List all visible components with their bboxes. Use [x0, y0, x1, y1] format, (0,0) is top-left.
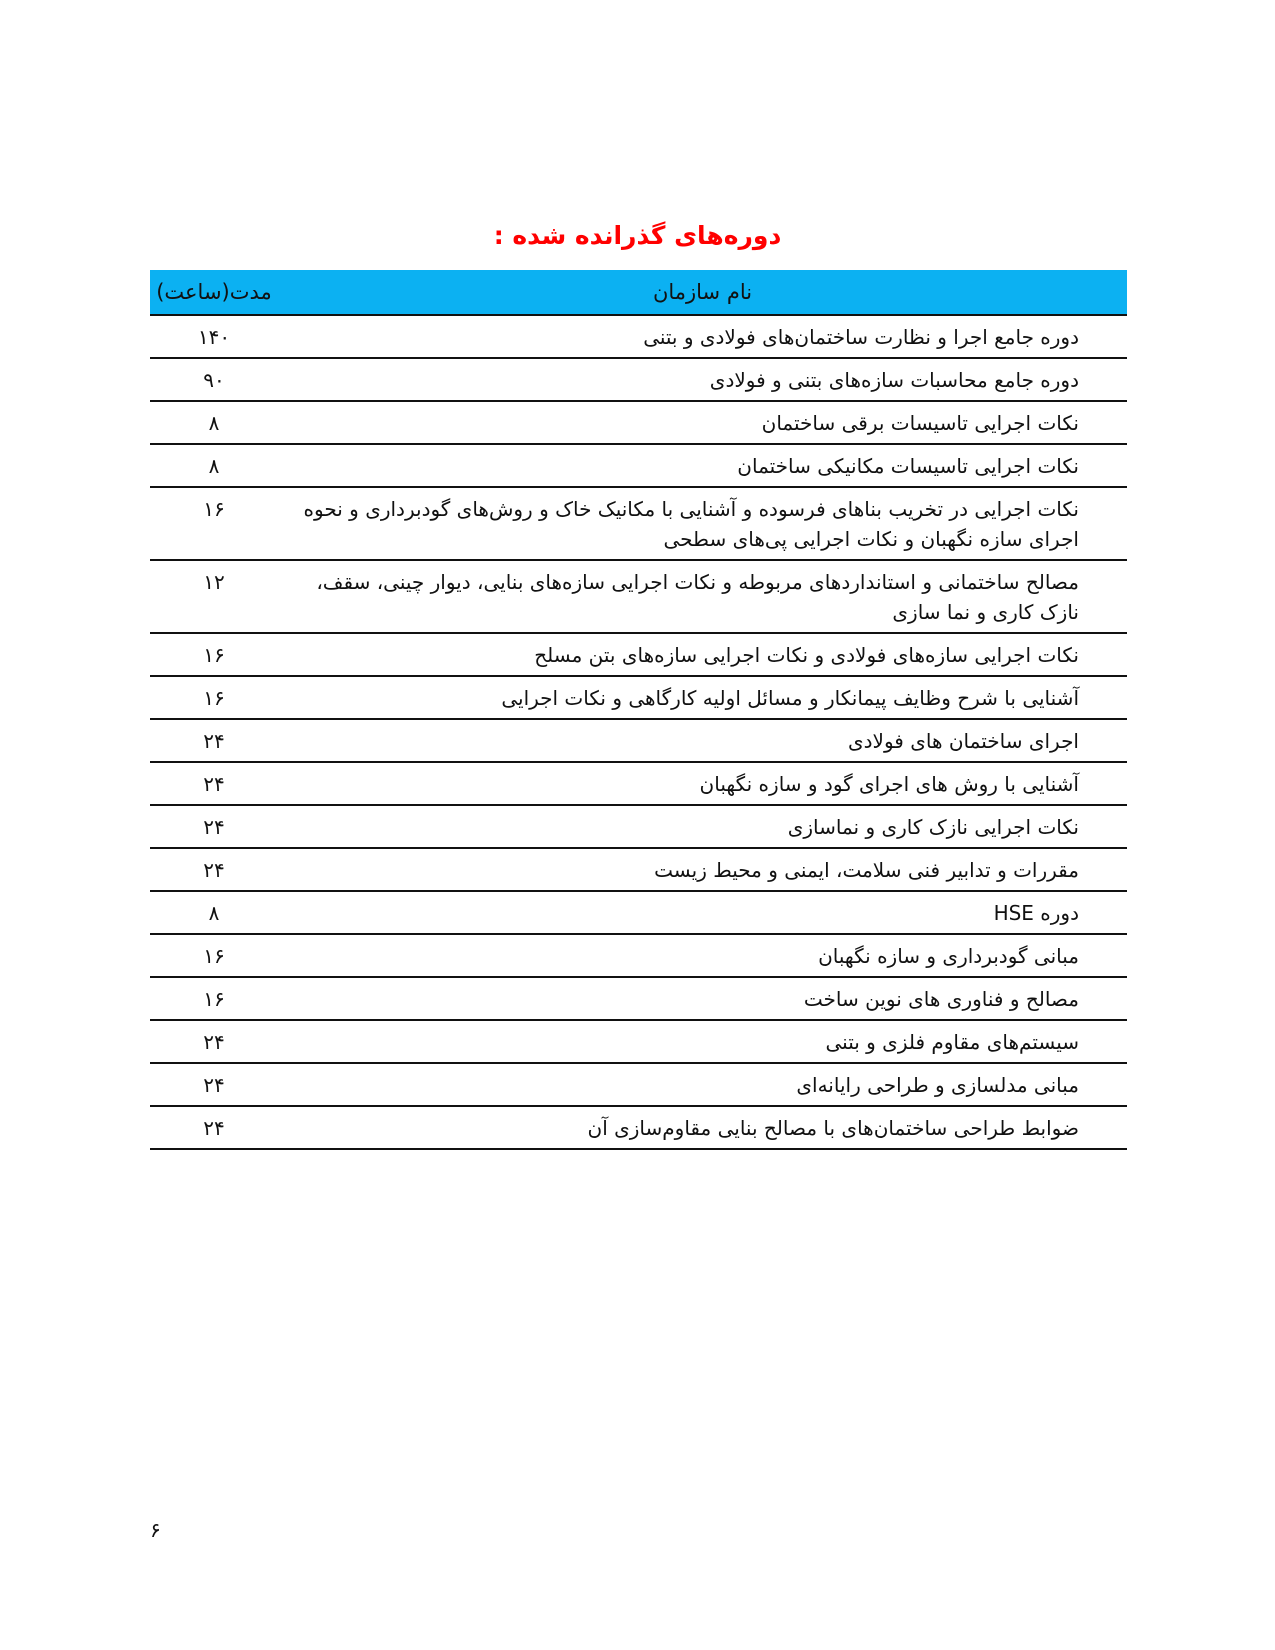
course-hours: ۲۴ [150, 1063, 278, 1106]
table-row [150, 676, 1127, 719]
table-row [150, 358, 1127, 401]
courses-table [150, 270, 1127, 1150]
course-name: نکات اجرایی در تخریب بناهای فرسوده و آشنایی با مکانیک خاک و روش‌های گودبرداری و نحوه اجرای سازه نگهبان و نکات اجرایی پی‌های سطحی [278, 487, 1127, 560]
course-name: دوره جامع محاسبات سازه‌های بتنی و فولادی [278, 358, 1127, 401]
table-row [150, 934, 1127, 977]
table-row [150, 487, 1127, 560]
course-name: اجرای ساختمان های فولادی [278, 719, 1127, 762]
course-name: نکات اجرایی تاسیسات مکانیکی ساختمان [278, 444, 1127, 487]
course-hours: ۱۶ [150, 633, 278, 676]
course-hours: ۲۴ [150, 1106, 278, 1149]
table-row [150, 719, 1127, 762]
course-name: مقررات و تدابیر فنی سلامت، ایمنی و محیط زیست [278, 848, 1127, 891]
table-row [150, 315, 1127, 358]
table-row [150, 401, 1127, 444]
course-hours: ۹۰ [150, 358, 278, 401]
course-name: نکات اجرایی سازه‌های فولادی و نکات اجرایی سازه‌های بتن مسلح [278, 633, 1127, 676]
course-hours: ۸ [150, 401, 278, 444]
course-hours: ۱۲ [150, 560, 278, 633]
column-header-name: نام سازمان [278, 270, 1127, 315]
course-hours: ۲۴ [150, 805, 278, 848]
course-name: مبانی مدلسازی و طراحی رایانه‌ای [278, 1063, 1127, 1106]
course-name: مصالح و فناوری های نوین ساخت [278, 977, 1127, 1020]
course-name: آشنایی با روش های اجرای گود و سازه نگهبان [278, 762, 1127, 805]
table-row [150, 805, 1127, 848]
course-hours: ۱۶ [150, 676, 278, 719]
course-name: نکات اجرایی نازک کاری و نماسازی [278, 805, 1127, 848]
course-hours: ۸ [150, 891, 278, 934]
course-name: ضوابط طراحی ساختمان‌های با مصالح بنایی مقاوم‌سازی آن [278, 1106, 1127, 1149]
table-row [150, 633, 1127, 676]
course-hours: ۱۴۰ [150, 315, 278, 358]
table-row [150, 444, 1127, 487]
course-hours: ۲۴ [150, 719, 278, 762]
course-name: دوره جامع اجرا و نظارت ساختمان‌های فولادی و بتنی [278, 315, 1127, 358]
page-number: ۶ [150, 1518, 161, 1542]
course-name: نکات اجرایی تاسیسات برقی ساختمان [278, 401, 1127, 444]
table-row [150, 977, 1127, 1020]
course-hours: ۱۶ [150, 487, 278, 560]
table-row [150, 762, 1127, 805]
course-name: آشنایی با شرح وظایف پیمانکار و مسائل اولیه کارگاهی و نکات اجرایی [278, 676, 1127, 719]
table-row [150, 560, 1127, 633]
course-hours: ۲۴ [150, 762, 278, 805]
course-name: دوره HSE [278, 891, 1127, 934]
course-hours: ۱۶ [150, 934, 278, 977]
course-name: سیستم‌های مقاوم فلزی و بتنی [278, 1020, 1127, 1063]
course-hours: ۸ [150, 444, 278, 487]
table-row [150, 1063, 1127, 1106]
table-row [150, 848, 1127, 891]
course-name: مبانی گودبرداری و سازه نگهبان [278, 934, 1127, 977]
table-header-row [150, 270, 1127, 315]
column-header-hours: مدت(ساعت) [150, 270, 278, 315]
table-row [150, 891, 1127, 934]
course-hours: ۲۴ [150, 1020, 278, 1063]
table-row [150, 1106, 1127, 1149]
table-row [150, 1020, 1127, 1063]
course-hours: ۱۶ [150, 977, 278, 1020]
course-name: مصالح ساختمانی و استانداردهای مربوطه و نکات اجرایی سازه‌های بنایی، دیوار چینی، سقف، نازک کاری و نما سازی [278, 560, 1127, 633]
page-title: دوره‌های گذرانده شده : [493, 221, 782, 250]
course-hours: ۲۴ [150, 848, 278, 891]
